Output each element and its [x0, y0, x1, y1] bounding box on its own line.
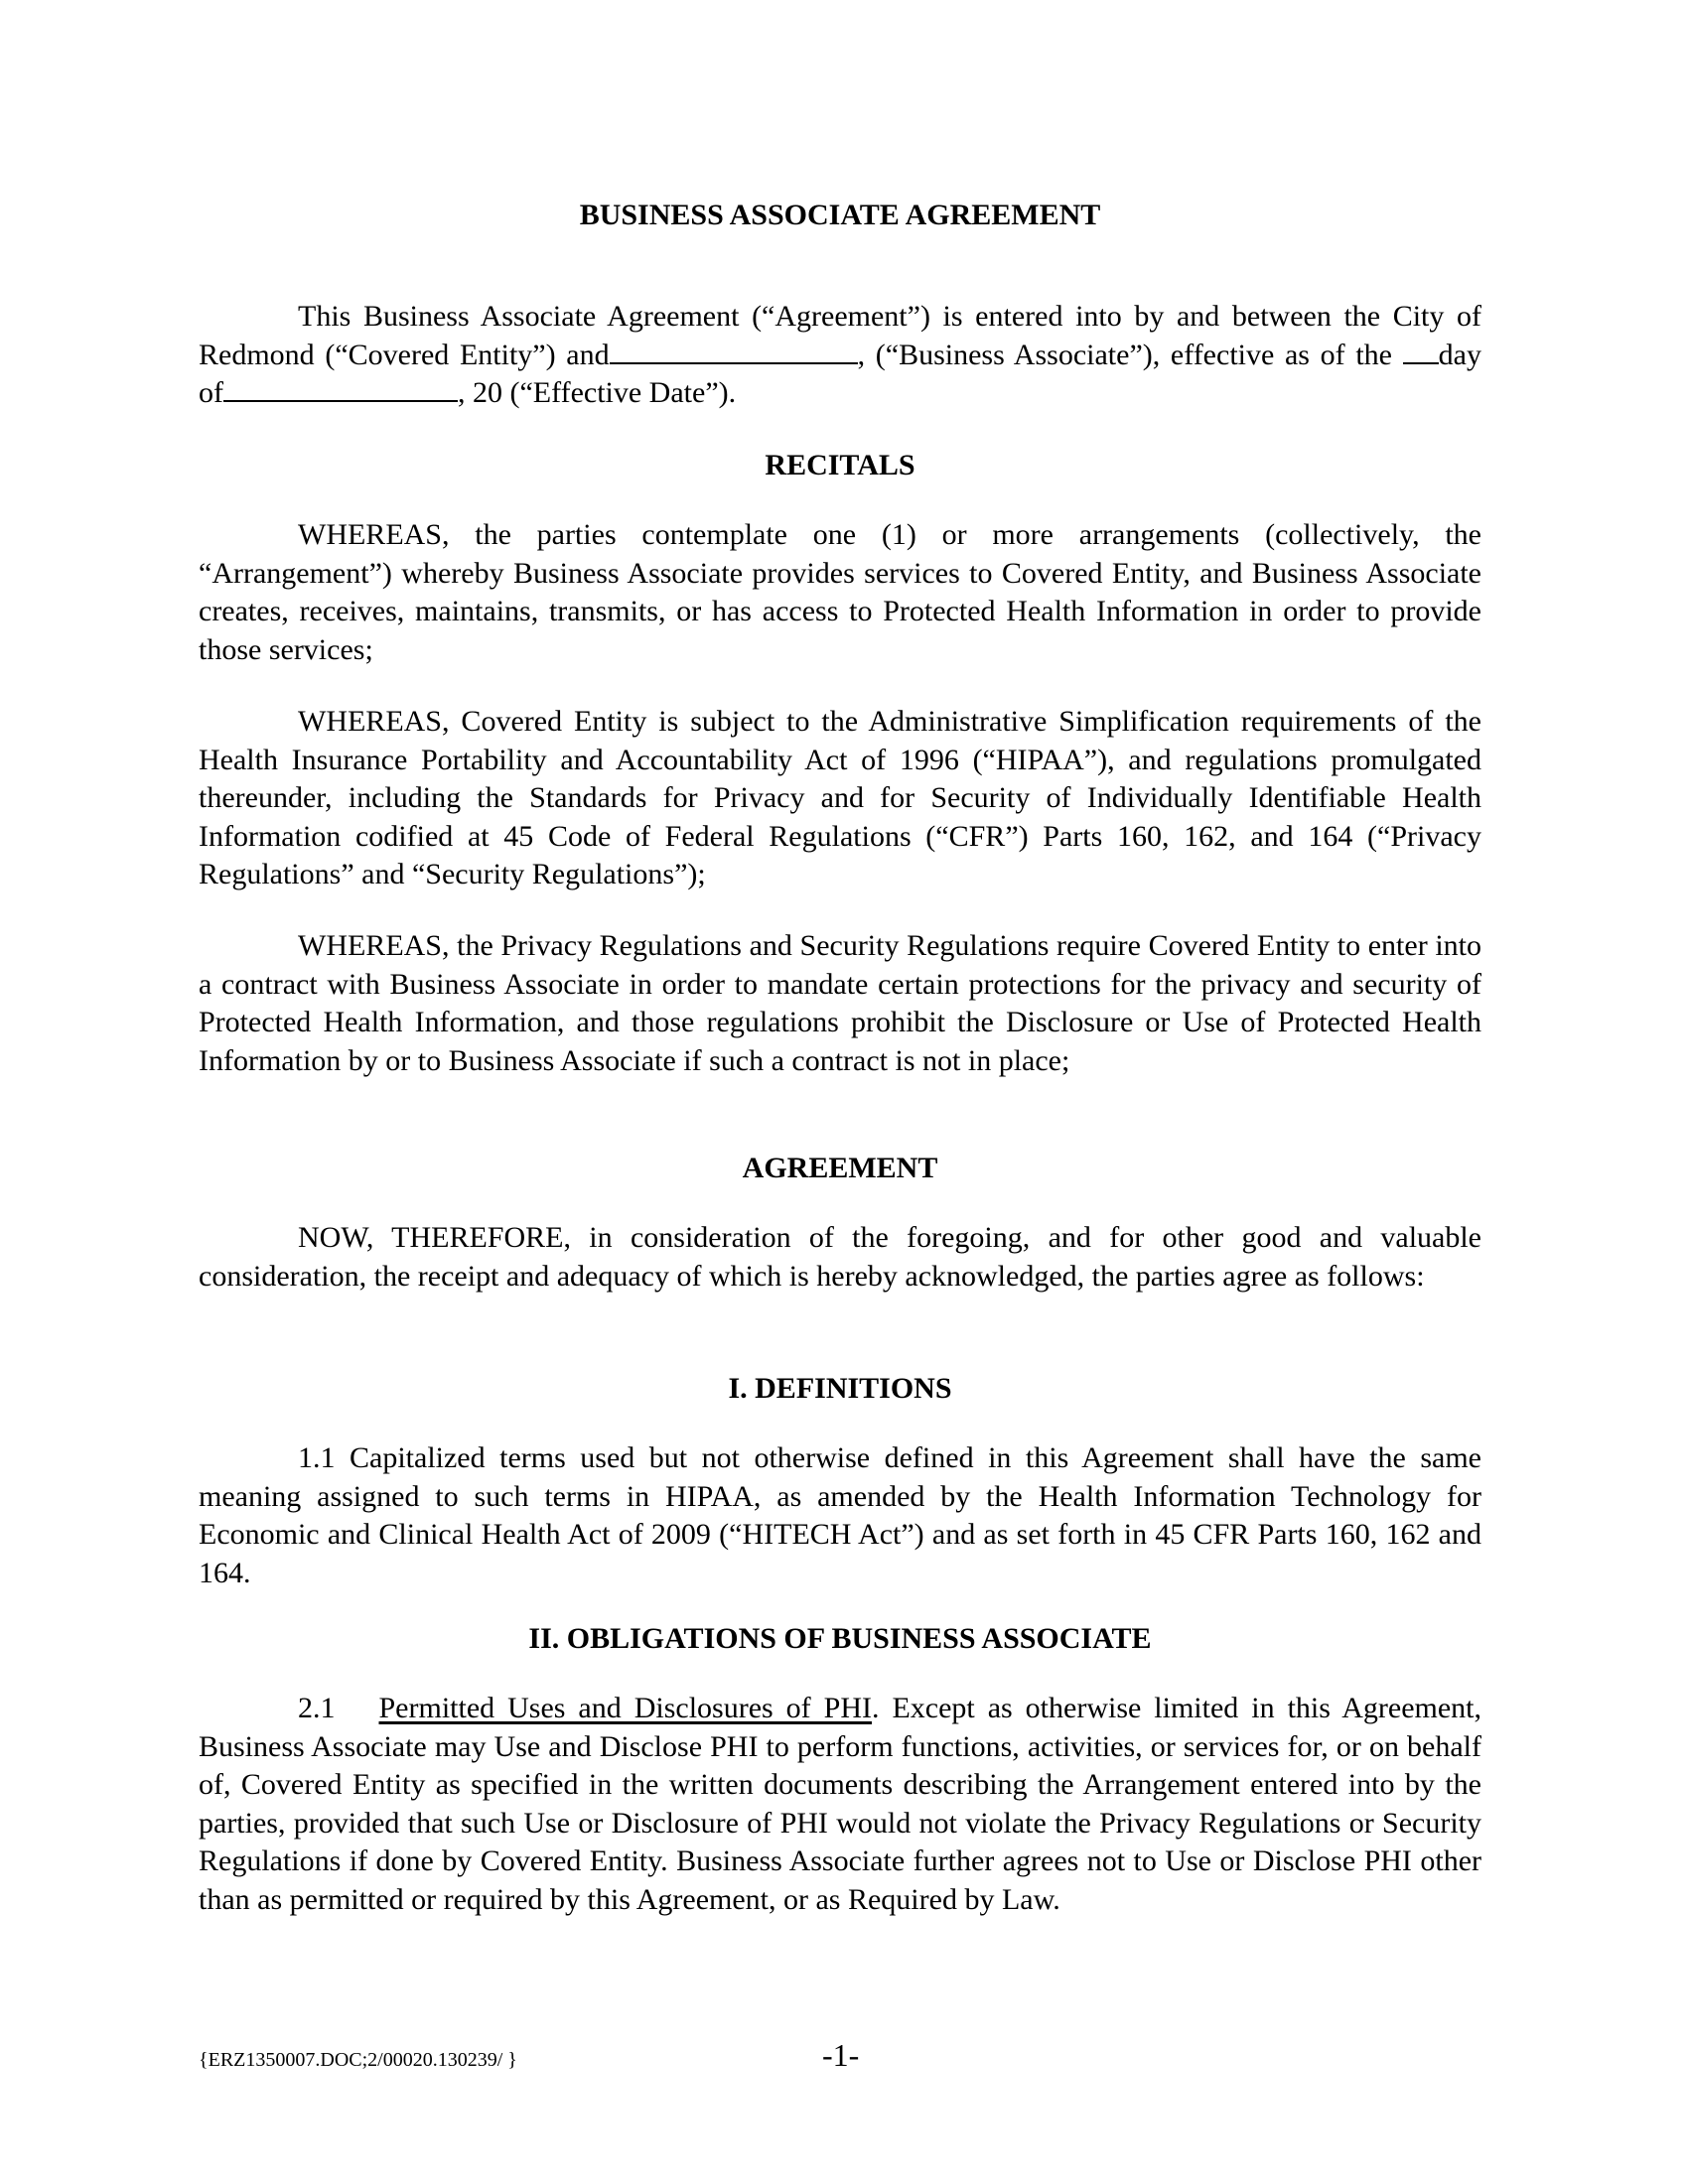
recital-paragraph-3: WHEREAS, the Privacy Regulations and Security Regulations require Covered Entity to enter into a contract with Business Associate in order to mandate certain protections for the privacy and security of Protected Health Information, and those regulations prohibit the Disclosure or Use of Protected Health Information by or to Business Associate if such a contract is not in place;	[199, 929, 1481, 1077]
document-page	[199, 0, 1481, 2184]
page-number: -1-	[822, 2037, 860, 2073]
intro-text-4: , 20	[458, 376, 502, 409]
document-code: {ERZ1350007.DOC;2/00020.130239/ }	[199, 2049, 517, 2071]
intro-paragraph	[199, 298, 1481, 413]
recital-paragraph-1: WHEREAS, the parties contemplate one (1) or more arrangements (collectively, the “Arrangement”) whereby Business Associate provides services to Covered Entity, and Business Associate creates, receives, maintains, transmits, or has access to Protected Health Information in order to provide those services;	[199, 518, 1481, 666]
obligations-heading: II. OBLIGATIONS OF BUSINESS ASSOCIATE	[528, 1622, 1152, 1655]
section-number: 2.1	[298, 1692, 336, 1724]
definitions-heading: I. DEFINITIONS	[728, 1372, 952, 1405]
section-body: . Except as otherwise limited in this Agreement, Business Associate may Use and Disclose PHI to perform functions, activities, or services for, or on behalf of, Covered Entity as specified in the written documents describing the Arrangement entered into by the parties, provided that such Use or Disclosure of PHI would not violate the Privacy Regulations or Security Regulations if done by Covered Entity. Business Associate further agrees not to Use or Disclose PHI other than as permitted or required by this Agreement, or as Required by Law.	[199, 1692, 1482, 1916]
intro-text-3: day of	[199, 338, 1481, 409]
obligations-paragraph	[199, 1690, 1481, 1919]
business-associate-blank	[610, 337, 858, 364]
section-subtitle: Permitted Uses and Disclosures of PHI	[378, 1692, 872, 1724]
definitions-paragraph: 1.1 Capitalized terms used but not otherwise defined in this Agreement shall have the same meaning assigned to such terms in HIPAA, as amended by the Health Information Technology for Economic and Clinical Health Act of 2009 (“HITECH Act”) and as set forth in 45 CFR Parts 160, 162 and 164.	[199, 1441, 1481, 1589]
agreement-paragraph: NOW, THEREFORE, in consideration of the foregoing, and for other good and valuable consideration, the receipt and adequacy of which is hereby acknowledged, the parties agree as follows:	[199, 1221, 1481, 1293]
document-title: BUSINESS ASSOCIATE AGREEMENT	[579, 199, 1101, 231]
agreement-heading: AGREEMENT	[742, 1152, 938, 1184]
intro-text-5: (“Effective Date”).	[502, 376, 737, 409]
intro-text-2: , (“Business Associate”), effective as of the	[857, 338, 1403, 371]
recitals-heading: RECITALS	[765, 449, 915, 481]
intro-text-1: This Business Associate Agreement (“Agreement”) is entered into by and between the City of Redmond (“Covered Entity”) and	[199, 300, 1481, 371]
day-blank	[1403, 337, 1439, 364]
month-blank	[223, 374, 458, 402]
recital-paragraph-2: WHEREAS, Covered Entity is subject to the Administrative Simplification requirements of the Health Insurance Portability and Accountability Act of 1996 (“HIPAA”), and regulations promulgated thereunder, including the Standards for Privacy and for Security of Individually Identifiable Health Information codified at 45 Code of Federal Regulations (“CFR”) Parts 160, 162, and 164 (“Privacy Regulations” and “Security Regulations”);	[199, 705, 1481, 890]
